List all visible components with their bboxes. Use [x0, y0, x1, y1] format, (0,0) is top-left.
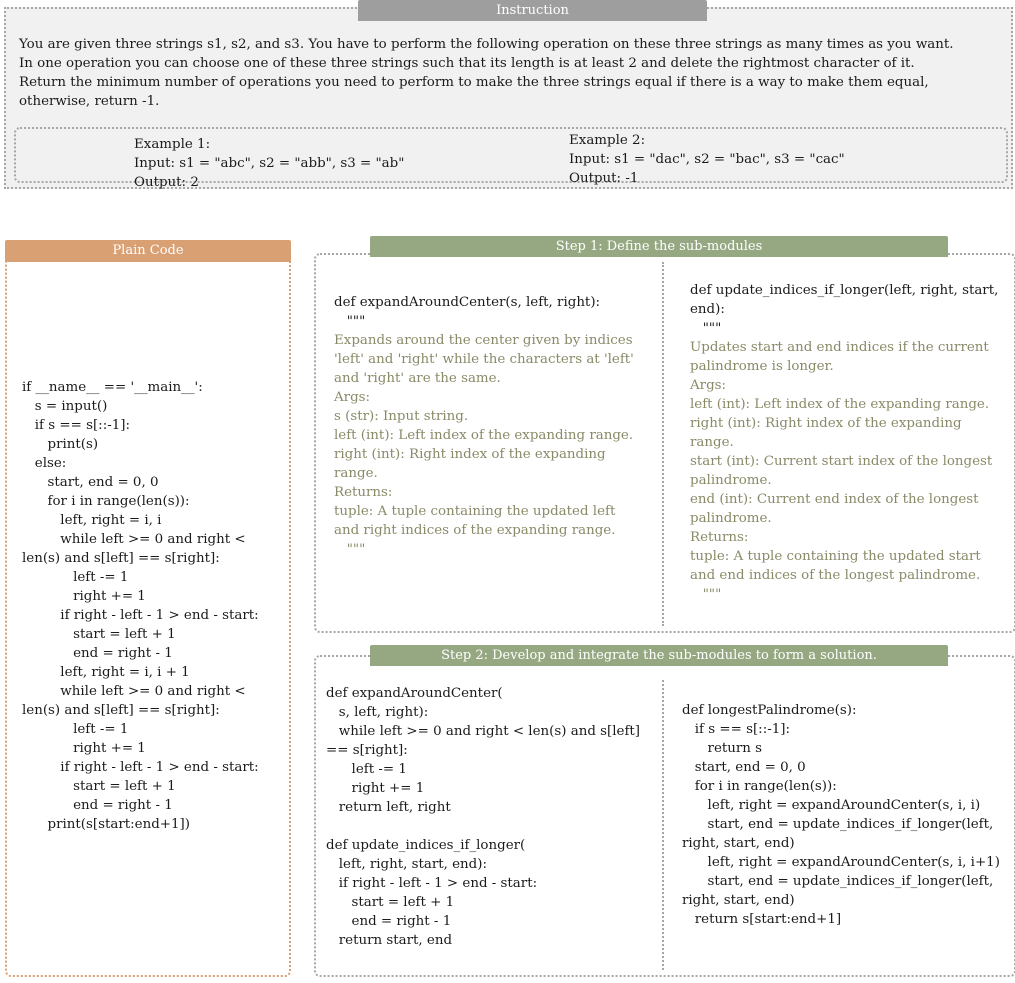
- step2-panel: [314, 655, 1015, 977]
- instruction-text: You are given three strings s1, s2, and s3. You have to perform the following operation on these three strings as many times as you want. In one operation you can choose one of these three strings such that its length is at least 2 and delete the rightmost character of it. Return the minimum number of operations you need to perform to make the three strings equal if there is a way to make them equal, otherwise, return -1.: [19, 37, 954, 109]
- step1-tab: Step 1: Define the sub-modules: [370, 236, 948, 257]
- instruction-panel: [4, 7, 1013, 189]
- instruction-tab: Instruction: [358, 0, 707, 21]
- example-2: Example 2: Input: s1 = "dac", s2 = "bac", s3 = "cac" Output: -1: [569, 133, 845, 186]
- plain-code-panel: [5, 248, 291, 977]
- step2-tab: Step 2: Develop and integrate the sub-modules to form a solution.: [370, 645, 948, 666]
- step1-right-signature: def update_indices_if_longer(left, right, start, end): """: [690, 283, 999, 336]
- step1-right-docstring: Updates start and end indices if the current palindrome is longer. Args: left (int): Left index of the expanding range. right (int): Right index of the expanding range. start (int): Current start index of the longest palindrome. end (int): Current end index of the longest palindrome. Returns: tuple: A tuple containing the updated start and end indices of the longest palindrome. """: [690, 340, 993, 602]
- step1-left-docstring: Expands around the center given by indices 'left' and 'right' while the characters at 'left' and 'right' are the same. Args: s (str): Input string. left (int): Left index of the expanding range. right (int): Right index of the expanding range. Returns: tuple: A tuple containing the updated left and right indices of the expanding range. """: [334, 333, 634, 557]
- plain-code-tab: Plain Code: [5, 240, 291, 262]
- example-1: Example 1: Input: s1 = "abc", s2 = "abb", s3 = "ab" Output: 2: [134, 137, 405, 190]
- step2-left-code: def expandAroundCenter( s, left, right): while left >= 0 and right < len(s) and s[left] == s[right]: left -= 1 right += 1 return left, right def update_indices_if_longer( left, right, start, end): if right - left - 1 > end - start: start = left + 1 end = right - 1 return start, end: [326, 686, 641, 948]
- step1-left-signature: def expandAroundCenter(s, left, right): """: [334, 295, 601, 329]
- examples-box: [14, 127, 1008, 190]
- step2-right-code: def longestPalindrome(s): if s == s[::-1]: return s start, end = 0, 0 for i in range(len(s)): left, right = expandAroundCenter(s, i, i) start, end = update_indices_if_longer(left, right, start, end) left, right = expandAroundCenter(s, i, i+1) start, end = update_indices_if_longer(left, right, start, end) return s[start:end+1]: [682, 703, 1000, 927]
- step1-panel: [314, 253, 1015, 633]
- step1-divider: [662, 262, 664, 626]
- plain-code: if __name__ == '__main__': s = input() if s == s[::-1]: print(s) else: start, end = 0, 0 for i in range(len(s)): left, right = i, i while left >= 0 and right < len(s) and s[left] == s[right]: left -= 1 right += 1 if right - left - 1 > end - start: start = left + 1 end = right - 1 left, right = i, i + 1 while left >= 0 and right < len(s) and s[left] == s[right]: left -= 1 right += 1 if right - left - 1 > end - start: start = left + 1 end = right - 1 print(s[start:end+1]): [22, 380, 259, 832]
- step2-divider: [662, 680, 664, 970]
